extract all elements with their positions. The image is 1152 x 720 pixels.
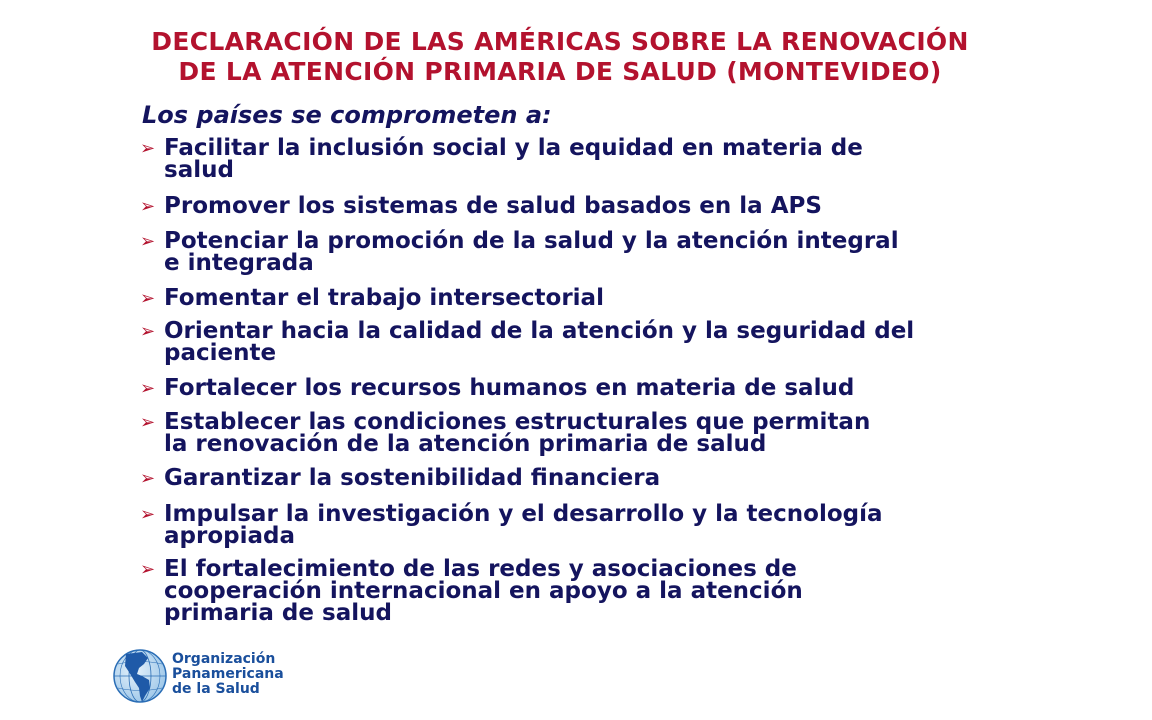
arrow-bullet-icon: ➢ [140, 138, 156, 159]
arrow-bullet-icon: ➢ [140, 412, 156, 433]
list-item-line: salud [164, 157, 234, 183]
arrow-bullet-icon: ➢ [140, 378, 156, 399]
arrow-bullet-icon: ➢ [140, 231, 156, 252]
list-item-line: Fortalecer los recursos humanos en materia de salud [164, 375, 855, 401]
slide-title-line-1: DECLARACIÓN DE LAS AMÉRICAS SOBRE LA RENOVACIÓN [151, 27, 969, 56]
arrow-bullet-icon: ➢ [140, 196, 156, 217]
organization-name-line-3: de la Salud [172, 681, 260, 697]
paho-logo [112, 646, 312, 706]
list-item-line: paciente [164, 340, 277, 366]
list-item-line: la renovación de la atención primaria de salud [164, 431, 767, 457]
list-item-line: cooperación internacional en apoyo a la atención [164, 578, 803, 604]
list-item-line: Garantizar la sostenibilidad financiera [164, 465, 661, 491]
list-item-line: Promover los sistemas de salud basados en la APS [164, 193, 822, 219]
arrow-bullet-icon: ➢ [140, 504, 156, 525]
arrow-bullet-icon: ➢ [140, 321, 156, 342]
list-item-line: Orientar hacia la calidad de la atención y la seguridad del [164, 318, 915, 344]
globe-icon [112, 646, 168, 706]
arrow-bullet-icon: ➢ [140, 559, 156, 580]
intro-text: Los países se comprometen a: [142, 101, 552, 129]
list-item-line: e integrada [164, 250, 314, 276]
organization-name [172, 652, 284, 697]
organization-name-line-1: Organización [172, 651, 276, 667]
slide-title [100, 27, 1020, 87]
list-item-line: Impulsar la investigación y el desarrollo y la tecnología [164, 501, 883, 527]
arrow-bullet-icon: ➢ [140, 288, 156, 309]
list-item-line: apropiada [164, 523, 295, 549]
list-item-line: primaria de salud [164, 600, 392, 626]
slide-title-line-2: DE LA ATENCIÓN PRIMARIA DE SALUD (MONTEVIDEO) [178, 57, 942, 86]
list-item-line: Fomentar el trabajo intersectorial [164, 285, 604, 311]
list-item-line: Establecer las condiciones estructurales que permitan [164, 409, 871, 435]
list-item-line: El fortalecimiento de las redes y asociaciones de [164, 556, 797, 582]
organization-name-line-2: Panamericana [172, 666, 284, 682]
list-item-line: Potenciar la promoción de la salud y la atención integral [164, 228, 899, 254]
arrow-bullet-icon: ➢ [140, 468, 156, 489]
list-item-line: Facilitar la inclusión social y la equidad en materia de [164, 135, 863, 161]
